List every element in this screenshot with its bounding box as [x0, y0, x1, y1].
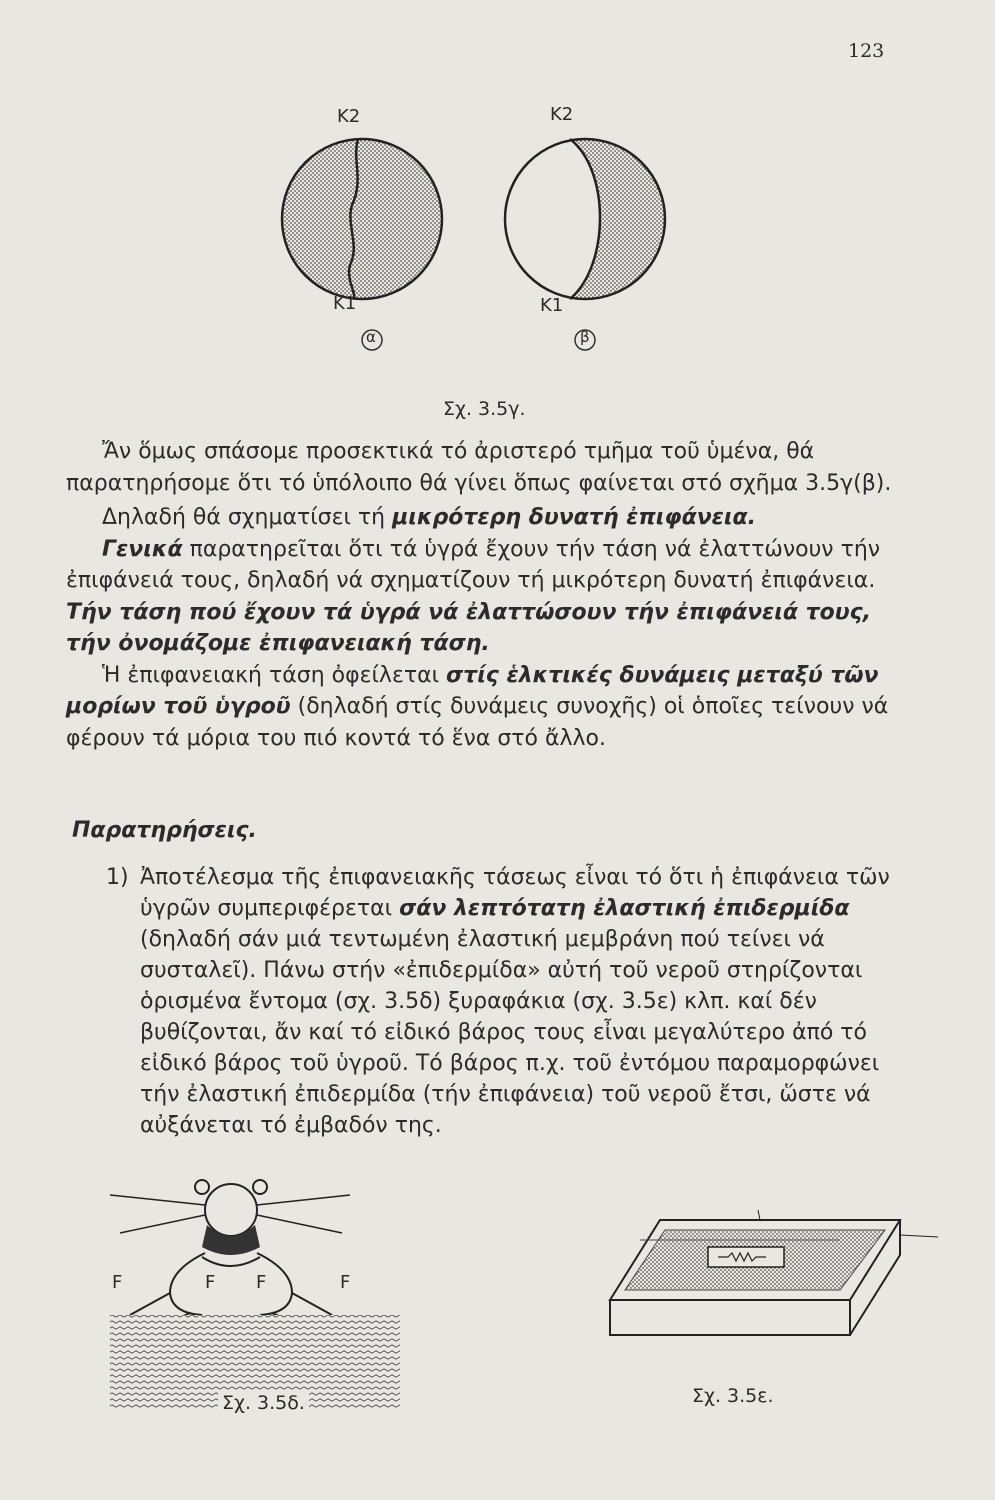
force-label-2: F — [205, 1272, 216, 1293]
paragraph-1: Ἄν ὅμως σπάσομε προσεκτικά τό ἀριστερό τμῆμα τοῦ ὑμένα, θά παρατηρήσομε ὅτι τό ὑπόλοιπο θά γίνει ὅπως φαίνεται στό σχῆμα 3.5γ(β). — [66, 439, 892, 496]
figure-3-5d — [110, 1175, 410, 1415]
insect-drawing — [110, 1180, 350, 1325]
beta-bottom-label: K1 — [540, 295, 564, 316]
figure-3-5g — [0, 0, 995, 420]
force-label-3: F — [256, 1272, 267, 1293]
page-number: 123 — [848, 40, 885, 62]
main-text — [66, 436, 896, 754]
figure-3-5e — [600, 1205, 940, 1385]
notes-title: Παρατηρήσεις. — [72, 818, 257, 843]
beta-circle-label: β — [580, 328, 590, 346]
film-circle-alpha — [282, 139, 442, 299]
figure-3-5g-caption: Σχ. 3.5γ. — [443, 398, 526, 420]
alpha-circle-label: α — [366, 328, 376, 346]
figure-3-5e-caption: Σχ. 3.5ε. — [692, 1385, 774, 1407]
alpha-top-label: K2 — [337, 106, 361, 127]
tray-drawing — [610, 1210, 938, 1335]
beta-top-label: K2 — [550, 104, 574, 125]
alpha-bottom-label: K1 — [333, 293, 357, 314]
paragraph-4: Ἡ ἐπιφανειακή τάση ὀφείλεται στίς ἑλκτικές δυνάμεις μεταξύ τῶν μορίων τοῦ ὑγροῦ (δηλαδή στίς δυνάμεις συνοχῆς) οἱ ὁποῖες τείνουν νά φέρουν τά μόρια του πιό κοντά τό ἕνα στό ἄλλο. — [66, 662, 889, 751]
force-label-1: F — [112, 1272, 123, 1293]
paragraph-3: Γενικά παρατηρεῖται ὅτι τά ὑγρά ἔχουν τήν τάση νά ἐλαττώνουν τήν ἐπιφάνειά τους, δηλαδή νά σχηματίζουν τή μικρότερη δυνατή ἐπιφάνεια. Τήν τάση πού ἔχουν τά ὑγρά νά ἐλαττώσουν τήν ἐπιφάνειά τους, τήν ὀνομάζομε ἐπιφανειακή τάση. — [66, 536, 881, 656]
figure-3-5d-caption: Σχ. 3.5δ. — [218, 1392, 309, 1414]
film-circle-beta — [505, 139, 680, 299]
note-item-1: 1) Ἀποτέλεσμα τῆς ἐπιφανειακῆς τάσεως εἶναι τό ὅτι ἡ ἐπιφάνεια τῶν ὑγρῶν συμπεριφέρεται σάν λεπτότατη ἐλαστική ἐπιδερμίδα (δηλαδή σάν μιά τεντωμένη ἐλαστική μεμβράνη πού τείνει νά συσταλεῖ). Πάνω στήν «ἐπιδερμίδα» αὐτή τοῦ νεροῦ στηρίζονται ὁρισμένα ἔντομα (σχ. 3.5δ) ξυραφάκια (σχ. 3.5ε) κλπ. καί δέν βυθίζονται, ἄν καί τό εἰδικό βάρος τους εἶναι μεγαλύτερο ἀπό τό εἰδικό βάρος τοῦ ὑγροῦ. Τό βάρος π.χ. τοῦ ἐντόμου παραμορφώνει τήν ἐλαστική ἐπιδερμίδα (τήν ἐπιφάνεια) τοῦ νεροῦ ἔτσι, ὥστε νά αὐξάνεται τό ἐμβαδόν της. — [140, 862, 898, 1141]
paragraph-2: Δηλαδή θά σχηματίσει τή μικρότερη δυνατή ἐπιφάνεια. — [102, 505, 756, 530]
force-label-4: F — [340, 1272, 351, 1293]
note-number: 1) — [106, 865, 129, 890]
